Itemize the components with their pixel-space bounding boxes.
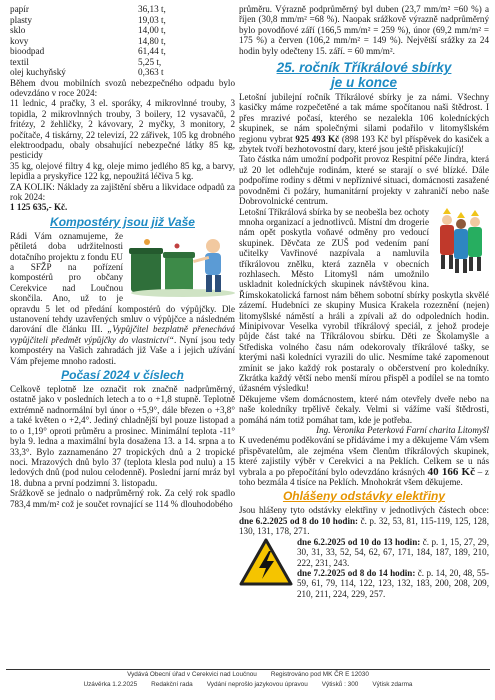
trikral-text-1b: (898 193 Kč byl příspěvek do kasiček a zbytek tvoří bezhotovostní dary, které jsou ještě přiskakující)! xyxy=(239,133,489,155)
warning-triangle-svg xyxy=(239,537,293,587)
trikral-signature: Ing. Veronika Peterková Farní charita Litomyšl xyxy=(316,425,489,436)
stat-row xyxy=(10,15,235,26)
trikral-paragraph-2: Tato částka nám umožní podpořit provoz Respitní péče Jindra, která už 20 let odlehčuje rodinám, které se starají o své blízké. Dále podpoříme rodiny s dětmi v nepříznivé situaci, domácnosti zasažené povodněmi či požáry, humanitární projekty v zahraničí nebo naše Dobrovolnické centrum. xyxy=(239,154,489,207)
stat-value: 19,03 t, xyxy=(138,14,166,25)
stat-label: kovy xyxy=(10,35,29,46)
stat-label: textil xyxy=(10,56,29,67)
publisher: Vydává Obecní úřad v Cerekvici nad Loučnou xyxy=(127,671,257,678)
footer-line-2 xyxy=(6,680,490,690)
stat-label: bioodpad xyxy=(10,46,45,56)
trikral-amount-local: 40 166 Kč xyxy=(427,465,475,478)
trikral-text-5a: K uvedenému poděkování se přidáváme i my a děkujeme Vám všem přispěvatelům, ale zejména všem členům tříkrálových skupinek, které zajistily výběr v Cerekvici a na Peklích. Celkem se u nás vybrala a po přepočítání bylo odevzdáno krásných xyxy=(239,435,489,477)
proofing-note: Vydání neprošlo jazykovou úpravou xyxy=(206,681,308,688)
electricity-intro: Jsou hlášeny tyto odstávky elektřiny v jednotlivých částech obce: xyxy=(239,505,489,516)
kompost-text-2: . Nyní jsou tedy kompostéry na Vašich zahradách již Vaše a i jejich užívání Vám přejeme mnoho radosti. xyxy=(10,334,235,366)
right-column xyxy=(239,4,489,599)
outage-houses-3: č. p. 14, 20, 48, 55-59, 61, 79, 114, 122, 123, 132, 183, 200, 208, 209, 210, 211, 224, 229, 257. xyxy=(297,567,489,599)
stat-value: 61,44 t, xyxy=(138,46,166,56)
kompost-text-1: Rádi Vám oznamujeme, že pětiletá doba udržitelnosti dotačního projektu z fondu EU a SFŽP na pořízení kompostérů pro občany Cerekvice nad Loučnou skončila. Ano, už to je opravdu 5 let od předání kompostérů do výpůjčky. Dle ustanovení tehdy uzavřených smluv o výpůjčce a následném darování dle článku III. xyxy=(10,230,235,335)
outage-list xyxy=(297,537,489,599)
stat-label: papír xyxy=(10,4,29,14)
outage-date-2: dne 6.2.2025 od 10 do 13 hodin: xyxy=(297,536,421,547)
weather-continued: průměru. Výrazně podprůměrný byl duben (23,7 mm/m² =60 %) a říjen (30,8 mm/m² =68 %). Naopak srážkově výrazně nadprůměrný bylo povodňové září (166,5 mm/m² = 259 %), únor (69,2 mm/m² = 175 %) a červen (106,2 mm/m² = 149 %). Největší srážky za 24 hodin byly odečteny 15. září. = 60 mm/m². xyxy=(239,4,489,56)
stat-label: plasty xyxy=(10,14,32,25)
outage-date-1: dne 6.2.2025 od 8 do 10 hodin: xyxy=(239,515,359,526)
stat-value: 5,25 t, xyxy=(138,56,162,67)
electro-list-cont: 35 kg, olejové filtry 4 kg, oleje mimo jedlého 85 kg, a barvy, lepidla a pryskyřice 122 kg, nepoužitá léčiva 5 kg. xyxy=(10,160,235,182)
deadline: Uzávěrka 1.2.2025 xyxy=(83,681,138,688)
stat-row xyxy=(10,36,235,47)
electro-paragraph: Během dvou mobilních svozů nebezpečného odpadu bylo odevzdáno v roce 2024: xyxy=(10,77,235,98)
weather-paragraph-2: Srážkově se jednalo o nadprůměrný rok. Za celý rok spadlo 783,4 mm/m² což je součet rovnající se 114 % dlouhodobého xyxy=(10,488,235,509)
weather-title: Počasí 2024 v číslech xyxy=(61,368,184,383)
cost-intro: ZA KOLIK: Náklady za zajištění sběru a likvidace odpadů za rok 2024: xyxy=(10,181,235,202)
stat-label: sklo xyxy=(10,25,26,35)
editorial-board: Redakční rada xyxy=(151,681,193,688)
three-kings-illustration xyxy=(433,208,489,278)
outage-houses-2: č. p. 1, 15, 27, 29, 30, 31, 33, 52, 54, 62, 67, 171, 184, 187, 189, 210, 222, 231, 243. xyxy=(297,536,489,568)
outage-block xyxy=(239,537,489,599)
stat-value: 36,13 t, xyxy=(138,4,166,14)
outage-houses-1: č. p. 32, 53, 81, 115-119, 125, 128, 130, 131, 178, 271. xyxy=(239,515,490,537)
stat-row xyxy=(10,25,235,36)
stat-row xyxy=(10,4,235,15)
weather-paragraph-1: Celkově teplotně lze označit rok značně nadprůměrný, ostatně jako v posledních letech a to o +1,8 stupně. Teplotně extrémně nadnormální byl únor o +5,9°, dále březen o +3,8° a také květen o +2,4°. Jediný chladnější byl pouze listopad a to o 1,19° oproti průměru a prosinec. Minimální teplota -11° byla 9. ledna a maximální byla dosažena 13. a 14. srpna a to 33,3°. Bylo zaznamenáno 27 tropických dnů a 2 tropické noci. Mrazových dnů bylo 37 (teplota klesla pod nulu) a 15 ledových dnů (pod nulou celodenně). Poslední jarní mráz byl 18. dubna a první podzimní 3. listopadu. xyxy=(10,384,235,488)
print-run: Výtisků : 300 xyxy=(321,681,359,688)
electro-list: 11 lednic, 4 pračky, 3 el. sporáky, 4 mikrovlnné trouby, 3 topidla, 2 mikrovlnných trouby, 3 boilery, 12 vysavačů, 2 fritézy, 2 žehličky, 2 kávovary, 2 myčky, 3 monitory, 2 počítače, 4 tiskárny, 22 televizí, 22 zářivek, 105 kg drobného elektroodpadu, obaly obsahující nebezpečné látky 85 kg, pesticidy xyxy=(10,98,235,161)
trikral-amount: 925 493 Kč xyxy=(295,133,340,144)
trikral-title-line-2: je u konce xyxy=(330,75,398,91)
trikral-text-5b: – z toho bezmála 4 tisíce na Peklích. Mnohokrát všem děkujeme. xyxy=(239,466,489,488)
kompost-quote: „Vypůjčitel bezplatně přenechává vypůjčiteli předmět výpůjčky do vlastnictví“ xyxy=(10,324,235,345)
free-copy: Výtisk zdarma xyxy=(372,681,413,688)
trikral-paragraph-4: Děkujeme všem domácnostem, které nám otevřely dveře nebo na naše koledníky trpělivě čekaly. Velmi si vážíme vaší štědrosti, pomáhá nám totiž pomáhat tam, kde je potřeba. xyxy=(239,393,489,425)
registration: Registrováno pod MK ČR E 12030 xyxy=(270,671,369,678)
three-kings-svg xyxy=(433,208,489,278)
trikral-title-line-1: 25. ročník Tříkrálové sbírky xyxy=(276,60,452,76)
trikral-text-1a: Letošní jubilejní ročník Tříkrálové sbírky je za námi. Všechny kasičky máme rozpečetěné a tak máme spočítanou naši štědrost. I přes mrazivé počasí, kterého se nezalekla 106 koledníckých skupinek, se nám společnými silami podařilo v litomyšlském regionu vybrat xyxy=(239,92,489,144)
stat-value: 14,80 t, xyxy=(138,35,166,46)
kompost-title: Kompostéry jsou již Vaše xyxy=(50,214,195,229)
waste-stats-list xyxy=(10,4,235,78)
cost-total: 1 125 635,- Kč. xyxy=(10,202,68,213)
outage-date-3: dne 7.2.2025 od 8 do 14 hodin: xyxy=(297,567,416,578)
stat-value: 0,363 t xyxy=(138,67,164,77)
footer-line-1 xyxy=(6,670,490,680)
stat-row xyxy=(10,67,235,78)
electricity-title: Ohlášeny odstávky elektřiny xyxy=(282,489,446,504)
stat-label: olej kuchyňský xyxy=(10,67,66,77)
trikral-paragraph-3: Letošní Tříkrálová sbírka by se neobešla bez ochoty mnoha organizací a jednotlivců. Místní dm drogerie nám opět poskytla voňavé odměny pro vedoucí skupinek. Děvčata ze ZUŠ pod vedením paní učitelky Vavřinové nazpívala a namluvila tříkrálovou znělku, která zazněla v obecních rozhlasech. Město Litomyšl nám umožnilo uskladnit koledníckých skupinek návštěvou kina. Římskokatolická farnost nám během sobotní sbírky poskytla skvělé zázemí. Hudebníci ze skupiny Musica Krakela rozeznění (nejen) litomyšlské náměstí a hráli a zpívali až do odpoledních hodin. Minipivovar Veselka vyrobil tříkrálový speciál, z jehož prodeje půjde část také na Tříkrálovou sbírku. Děti ze Školamyšle a Střediska volného času nám odekorovaly tříkrálové tašky, se kterými naši koledníci vyrazili do ulic. Nesmíme také zapomenout zmínit se jako každý rok postaraly o občerstvení pro koledníky. Zkrátka každý větší nebo menší mírou přispěl a podílel se na tomto úžasném výsledku! xyxy=(239,206,489,394)
footer xyxy=(6,669,490,696)
stat-value: 14,00 t, xyxy=(138,25,166,35)
high-voltage-warning-icon xyxy=(239,537,293,587)
stat-row xyxy=(10,46,235,57)
left-column xyxy=(10,4,235,509)
stat-row xyxy=(10,57,235,68)
compost-bins-illustration xyxy=(127,232,235,298)
newsletter-page xyxy=(6,4,490,700)
compost-bins-svg xyxy=(127,232,235,298)
